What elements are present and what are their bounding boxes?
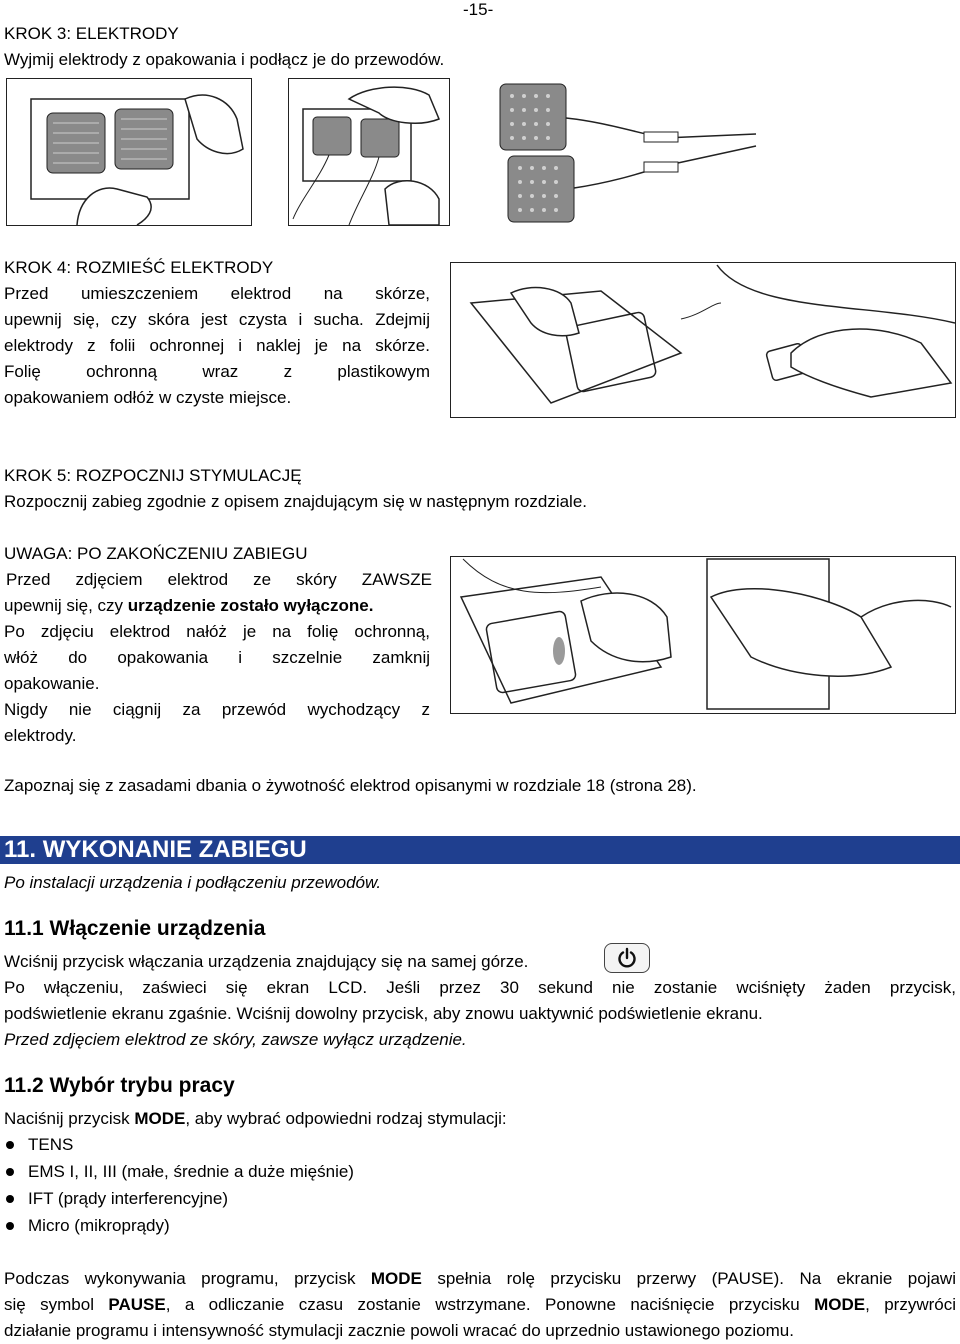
power-button-illustration xyxy=(604,943,650,973)
intro-end: , aby wybrać odpowiedni rodzaj stymulacji: xyxy=(185,1109,507,1128)
illustration-place-electrodes xyxy=(450,262,956,418)
section-11-2-intro xyxy=(4,1106,507,1132)
pause-para-line-3: działanie programu i intensywność stymulacji zacznie powoli wracać do uprzednio ustawionego poziomu. xyxy=(4,1321,794,1340)
care-note: Zapoznaj się z zasadami dbania o żywotność elektrod opisanymi w rozdziale 18 (strona 28). xyxy=(4,776,697,795)
pause-b1: MODE xyxy=(370,1269,422,1288)
pause-p2: spełnia rolę przycisku przerwy (PAUSE). Na ekranie pojawi xyxy=(421,1269,956,1288)
page-number: -15- xyxy=(463,0,494,19)
section-11-subtitle: Po instalacji urządzenia i podłączeniu przewodów. xyxy=(4,873,382,892)
warning-device-off: urządzenie zostało wyłączone xyxy=(127,596,369,615)
mode-item-ems: EMS I, II, III (małe, średnie a duże mięśnie) xyxy=(28,1162,354,1181)
step4-line-5: opakowaniem odłóż w czyste miejsce. xyxy=(4,388,292,407)
pause-b3: MODE xyxy=(814,1295,866,1314)
step4-line-1: Przed umieszczeniem elektrod na skórze, xyxy=(4,284,430,303)
illustration-remove-electrodes xyxy=(450,556,956,714)
mode-item-ift: IFT (prądy interferencyjne) xyxy=(28,1189,228,1208)
pause-p3: się symbol xyxy=(4,1295,109,1314)
section-11-1-line-2: Po włączeniu, zaświeci się ekran LCD. Jeśli przez 30 sekund nie zostanie wciśnięty żaden przycisk, xyxy=(4,978,956,997)
pause-p5: , przywróci xyxy=(865,1295,957,1314)
pause-p4: , a odliczanie czasu zostanie wstrzymane. Ponowne naciśnięcie przycisku xyxy=(165,1295,815,1314)
section-11-1-line-4: Przed zdjęciem elektrod ze skóry, zawsze wyłącz urządzenie. xyxy=(4,1030,467,1049)
pause-para-line-2 xyxy=(4,1292,956,1318)
step3-text: Wyjmij elektrody z opakowania i podłącz je do przewodów. xyxy=(4,50,445,69)
pause-para-line-1 xyxy=(4,1266,956,1292)
section-11-1-title: 11.1 Włączenie urządzenia xyxy=(4,917,266,940)
step5-title: KROK 5: ROZPOCZNIJ STYMULACJĘ xyxy=(4,466,302,485)
mode-item-micro: Micro (mikroprądy) xyxy=(28,1216,170,1235)
step5-text: Rozpocznij zabieg zgodnie z opisem znajdującym się w następnym rozdziale. xyxy=(4,492,588,511)
warning-line-2 xyxy=(4,593,373,619)
warning-line-3: Po zdjęciu elektrod nałóż je na folię ochronną, xyxy=(4,622,430,641)
warning-line-2-plain: upewnij się, czy xyxy=(4,596,128,615)
step4-line-2: upewnij się, czy skóra jest czysta i sucha. Zdejmij xyxy=(4,310,430,329)
illustration-peel-electrodes xyxy=(6,78,252,226)
intro-mode: MODE xyxy=(134,1109,186,1128)
illustration-connect-wires xyxy=(288,78,450,226)
warning-title: UWAGA: PO ZAKOŃCZENIU ZABIEGU xyxy=(4,544,308,563)
warning-line-1: Przed zdjęciem elektrod ze skóry ZAWSZE xyxy=(6,570,432,589)
bullet-icon xyxy=(6,1195,14,1203)
power-icon xyxy=(616,947,638,969)
step4-title: KROK 4: ROZMIEŚĆ ELEKTRODY xyxy=(4,258,274,277)
warning-line-5: opakowanie. xyxy=(4,674,100,693)
intro-plain: Naciśnij przycisk xyxy=(4,1109,135,1128)
pause-p1: Podczas wykonywania programu, przycisk xyxy=(4,1269,371,1288)
bullet-icon xyxy=(6,1141,14,1149)
section-11-title: 11. WYKONANIE ZABIEGU xyxy=(0,836,960,864)
step3-title: KROK 3: ELEKTRODY xyxy=(4,24,179,43)
mode-item-tens: TENS xyxy=(28,1135,74,1154)
section-11-1-line-3: podświetlenie ekranu zgaśnie. Wciśnij dowolny przycisk, aby znowu uaktywnić podświetlenie ekranu. xyxy=(4,1004,763,1023)
section-11-2-title: 11.2 Wybór trybu pracy xyxy=(4,1074,235,1097)
step4-line-3: elektrody z folii ochronnej i naklej je na skórze. xyxy=(4,336,430,355)
warning-line-7: elektrody. xyxy=(4,726,77,745)
warning-line-6: Nigdy nie ciągnij za przewód wychodzący z xyxy=(4,700,430,719)
bullet-icon xyxy=(6,1168,14,1176)
bullet-icon xyxy=(6,1222,14,1230)
pause-b2: PAUSE xyxy=(108,1295,166,1314)
section-11-1-line-1: Wciśnij przycisk włączania urządzenia znajdujący się na samej górze. xyxy=(4,952,529,971)
step4-line-4: Folię ochronną wraz z plastikowym xyxy=(4,362,430,381)
warning-line-4: włóż do opakowania i szczelnie zamknij xyxy=(4,648,430,667)
illustration-electrodes-with-cables xyxy=(494,82,764,226)
warning-line-2-end: . xyxy=(368,596,374,615)
